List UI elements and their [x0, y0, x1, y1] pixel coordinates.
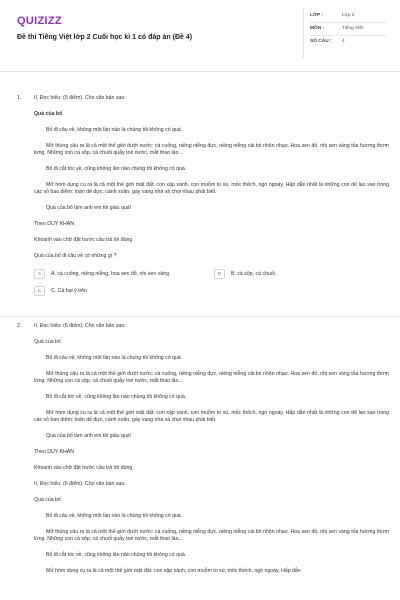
answer-options — [34, 269, 389, 296]
answer-option-b[interactable] — [214, 269, 354, 279]
story-paragraph: Bố đi cắt tóc về, cũng không lần nào chúng tôi không có quà. — [46, 394, 187, 401]
meta-value: Tiếng Việt — [342, 25, 364, 31]
story-author: Theo DUY KHÁN — [34, 449, 74, 456]
meta-row-subject — [310, 23, 386, 36]
story-title: Quà của bố — [34, 339, 61, 346]
question-body — [34, 323, 389, 584]
story-paragraph: Mở thúng câu ra là cả một thế giới dưới nước: cà cuống, niềng niễng đực, niềng niễng cái bò nhộn nhạo. Hoa sen đỏ, nhị sen vàng tỏa hương thơm lừng. Những con cá sộp, cá chuối quẫy toé nước, mắt thao láo... — [34, 371, 389, 385]
worksheet-header — [0, 0, 400, 72]
story-paragraph: Mở hòm dụng cụ ra là cả một thế giới mặt đất: con xập xành, con muỗm to xù, mốc thếch, ngó ngoáy. Hấp dẫn nhất là những con dế lao xao trong các vỏ bao diêm: toàn dế đực, cánh xoăn, gáy vang nhà và chọi nhau phải biết. — [34, 410, 389, 424]
quizizz-logo: QUIZIZZ — [17, 15, 62, 27]
question-prompt: Quà của bố đi câu về có những gì ? — [34, 253, 117, 260]
story-paragraph: Mở hòm dụng cụ ra là cả một thế giới mặt đất: con xập xành, con muỗm to xù, mốc thếch, ngó ngoáy. Hấp dẫn nhất là những con dế lao xao trong các vỏ bao diêm: toàn dế đực, cánh xoăn, gáy vang nhà và chọi nhau phải biết. — [34, 182, 389, 196]
question-number: 1. — [17, 95, 22, 101]
question-body — [34, 95, 389, 296]
question-instruction: Khoanh vào chữ đặt trước câu trả lời đúng. — [34, 465, 134, 472]
meta-value: 4 — [342, 39, 345, 45]
story-author: Theo DUY KHÁN — [34, 221, 74, 228]
answer-option-c[interactable] — [34, 286, 214, 296]
option-text: C. Cả hai ý trên — [51, 287, 88, 294]
question-intro: II. Đọc hiểu: (6 điểm). Cho văn bản sau: — [34, 323, 126, 329]
meta-label: LỚP : — [310, 12, 324, 18]
meta-value: Lớp 2 — [342, 12, 355, 18]
question-divider — [0, 316, 400, 317]
option-letter-box: C — [34, 286, 45, 296]
story-paragraph: Mở thúng câu ra là cả một thế giới dưới nước: cà cuống, niềng niễng đực, niềng niễng cái bò nhộn nhạo. Hoa sen đỏ, nhị sen vàng tỏa hương thơm lừng. Những con cá sộp, cá chuối quẫy toé nước, mắt thao láo... — [34, 529, 389, 543]
story-title: Quà của bố — [34, 111, 63, 118]
meta-label: MÔN : — [310, 25, 325, 31]
story-paragraph: Bố đi câu về, không một lần nào là chúng tôi không có quà. — [46, 127, 183, 134]
story-paragraph: Bố đi câu về, không một lần nào là chúng tôi không có quà. — [46, 355, 183, 362]
story-paragraph: Mở thúng câu ra là cả một thế giới dưới nước: cà cuống, niềng niễng đực, niềng niễng cái bò nhộn nhạo. Hoa sen đỏ, nhị sen vàng tỏa hương thơm lừng. Những con cá sộp, cá chuối quẫy toé nước, mắt thao láo... — [34, 143, 389, 157]
story-paragraph: Bố đi cắt tóc về, cũng không lần nào chúng tôi không có quà. — [46, 166, 187, 173]
story-paragraph: Quà của bố làm anh em tôi giàu quá! — [46, 433, 132, 440]
story-paragraph: Mở hòm dụng cụ ra là cả một thế giới mặt đất: con xập xành, con muỗm to xù, mốc thếch, ngó ngoáy. Hấp dẫn — [46, 568, 301, 575]
story-paragraph: Quà của bố làm anh em tôi giàu quá! — [46, 205, 132, 212]
question-intro-repeat: II. Đọc hiểu: (6 điểm). Cho văn bản sau: — [34, 481, 126, 488]
question-instruction: Khoanh vào chữ đặt trước câu trả lời đúng — [34, 237, 133, 244]
worksheet-meta — [310, 10, 386, 49]
option-text: A. cà cuống, niềng niễng, hoa sen đỏ, nhị sen vàng — [51, 270, 169, 277]
worksheet-title: Đề thi Tiếng Việt lớp 2 Cuối học kì 1 có đáp án (Đề 4) — [17, 34, 193, 41]
story-paragraph: Bố đi câu về, không một lần nào là chúng tôi không có quà. — [46, 513, 183, 520]
meta-label: SỐ CÂU : — [310, 39, 332, 45]
question-number: 2. — [17, 323, 22, 329]
option-text: B. cá sộp, cá chuối — [231, 270, 275, 277]
meta-row-class — [310, 10, 386, 23]
story-paragraph: Bố đi cắt tóc về, cũng không lần nào chúng tôi không có quà. — [46, 552, 187, 559]
question-intro: II. Đọc hiểu: (6 điểm). Cho văn bản sau: — [34, 95, 126, 101]
answer-option-a[interactable] — [34, 269, 214, 279]
option-letter-box: B — [214, 269, 225, 279]
header-separator — [303, 8, 304, 58]
meta-row-count — [310, 36, 386, 49]
option-letter-box: A — [34, 269, 45, 279]
story-title-repeat: Quà của bố — [34, 497, 61, 504]
